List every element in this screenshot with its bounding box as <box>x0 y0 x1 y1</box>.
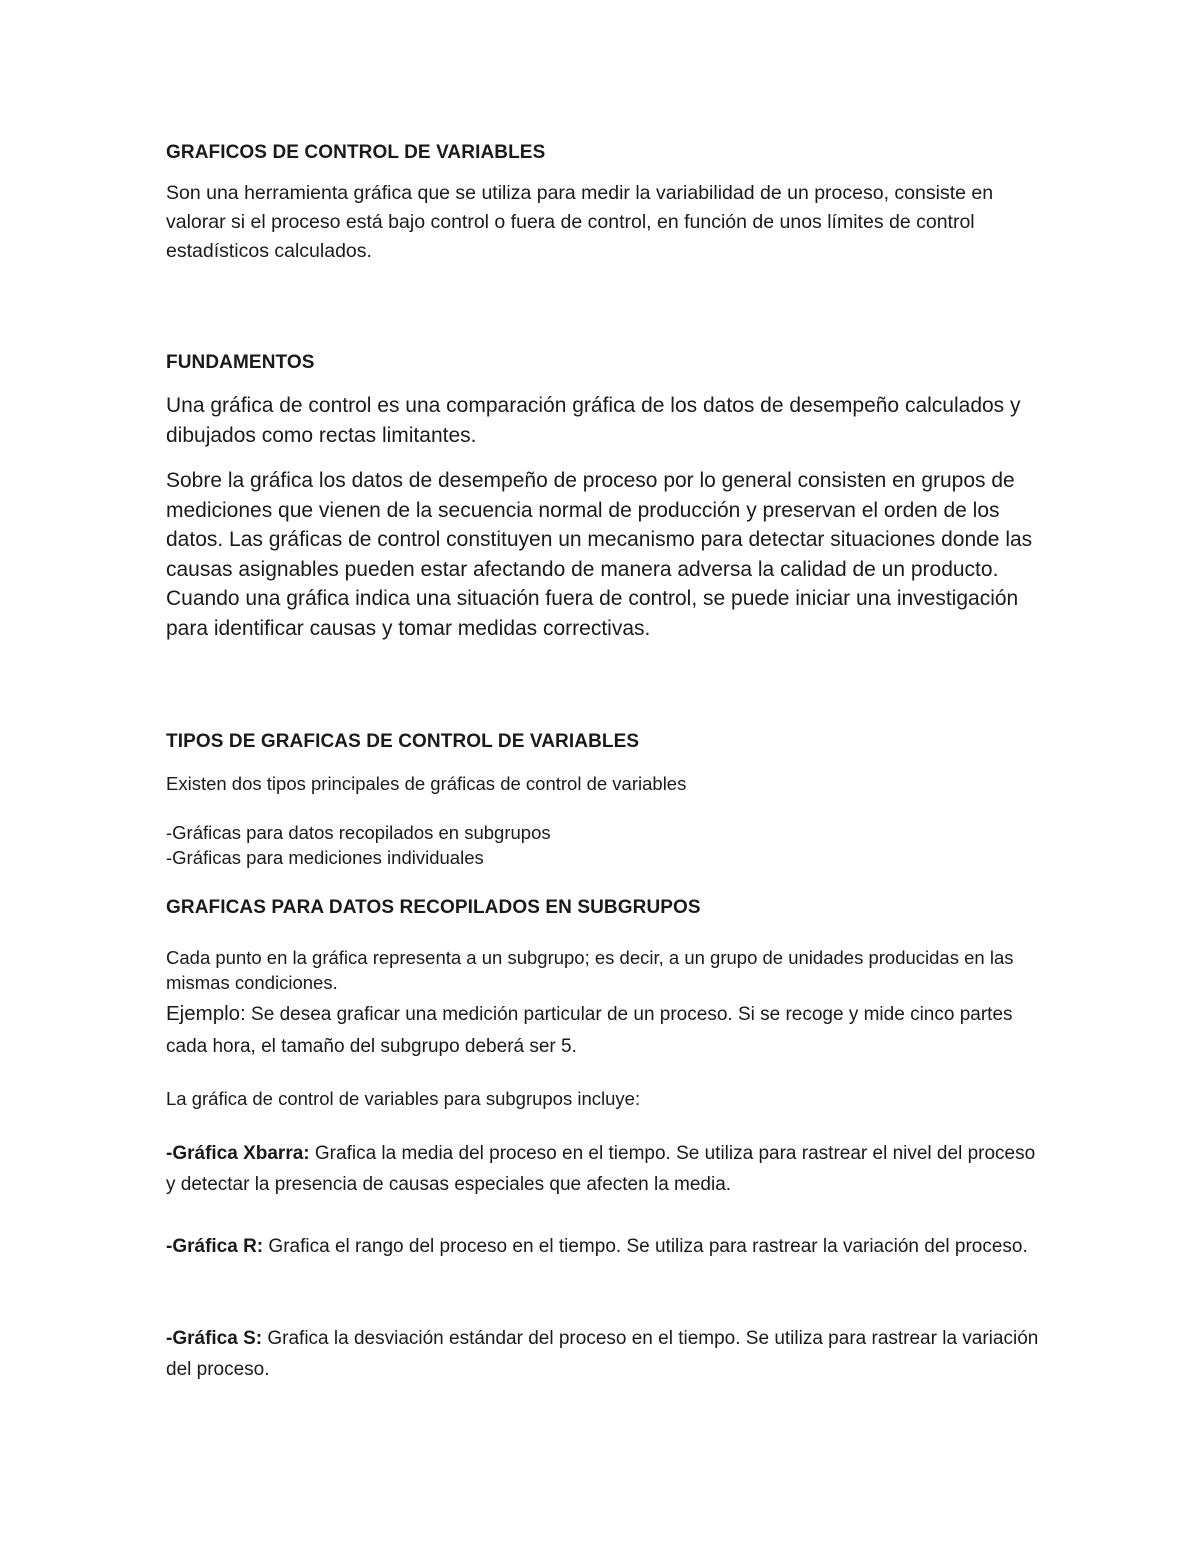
s-label: -Gráfica S: <box>166 1328 263 1349</box>
definition-xbarra <box>166 1138 1046 1200</box>
section-title-fundamentos: FUNDAMENTOS <box>166 352 315 373</box>
definition-s <box>166 1323 1046 1385</box>
s-text: Grafica la desviación estándar del proceso en el tiempo. Se utiliza para rastrear la variación del proceso. <box>166 1328 1039 1380</box>
list-item-individuales: -Gráficas para mediciones individuales <box>166 847 484 868</box>
r-label: -Gráfica R: <box>166 1236 264 1257</box>
paragraph-fundamentos-1: Una gráfica de control es una comparación gráfica de los datos de desempeño calculados y dibujados como rectas limitantes. <box>166 394 1021 447</box>
paragraph-cada-punto: Cada punto en la gráfica representa a un subgrupo; es decir, a un grupo de unidades producidas en las mismas condiciones. <box>166 947 1014 993</box>
definition-r <box>166 1231 1046 1262</box>
ejemplo-label: Ejemplo: <box>166 1002 246 1025</box>
paragraph-ejemplo <box>166 998 1046 1063</box>
xbarra-text: Grafica la media del proceso en el tiempo. Se utiliza para rastrear el nivel del proceso y detectar la presencia de causas especiales que afecten la media. <box>166 1143 1036 1195</box>
section-title-tipos: TIPOS DE GRAFICAS DE CONTROL DE VARIABLES <box>166 731 640 752</box>
section-title-subgrupos: GRAFICAS PARA DATOS RECOPILADOS EN SUBGRUPOS <box>166 897 701 918</box>
xbarra-label: -Gráfica Xbarra: <box>166 1143 310 1164</box>
paragraph-incluye: La gráfica de control de variables para subgrupos incluye: <box>166 1088 641 1109</box>
list-item-subgrupos: -Gráficas para datos recopilados en subgrupos <box>166 822 551 843</box>
paragraph-tipos-intro: Existen dos tipos principales de gráficas de control de variables <box>166 773 687 794</box>
paragraph-definicion: Son una herramienta gráfica que se utiliza para medir la variabilidad de un proceso, consiste en valorar si el proceso está bajo control o fuera de control, en función de unos límites de control estadísticos calculados. <box>166 182 994 262</box>
r-text: Grafica el rango del proceso en el tiempo. Se utiliza para rastrear la variación del proceso. <box>263 1236 1028 1257</box>
paragraph-fundamentos-2: Sobre la gráfica los datos de desempeño de proceso por lo general consisten en grupos de mediciones que vienen de la secuencia normal de producción y preservan el orden de los datos. Las gráficas de control constituyen un mecanismo para detectar situaciones donde las causas asignables pueden estar afectando de manera adversa la calidad de un producto. Cuando una gráfica indica una situación fuera de control, se puede iniciar una investigación para identificar causas y tomar medidas correctivas. <box>166 469 1033 640</box>
section-title-graficos: GRAFICOS DE CONTROL DE VARIABLES <box>166 142 546 163</box>
ejemplo-text: Se desea graficar una medición particular de un proceso. Si se recoge y mide cinco partes cada hora, el tamaño del subgrupo deberá ser 5. <box>166 1004 1013 1057</box>
